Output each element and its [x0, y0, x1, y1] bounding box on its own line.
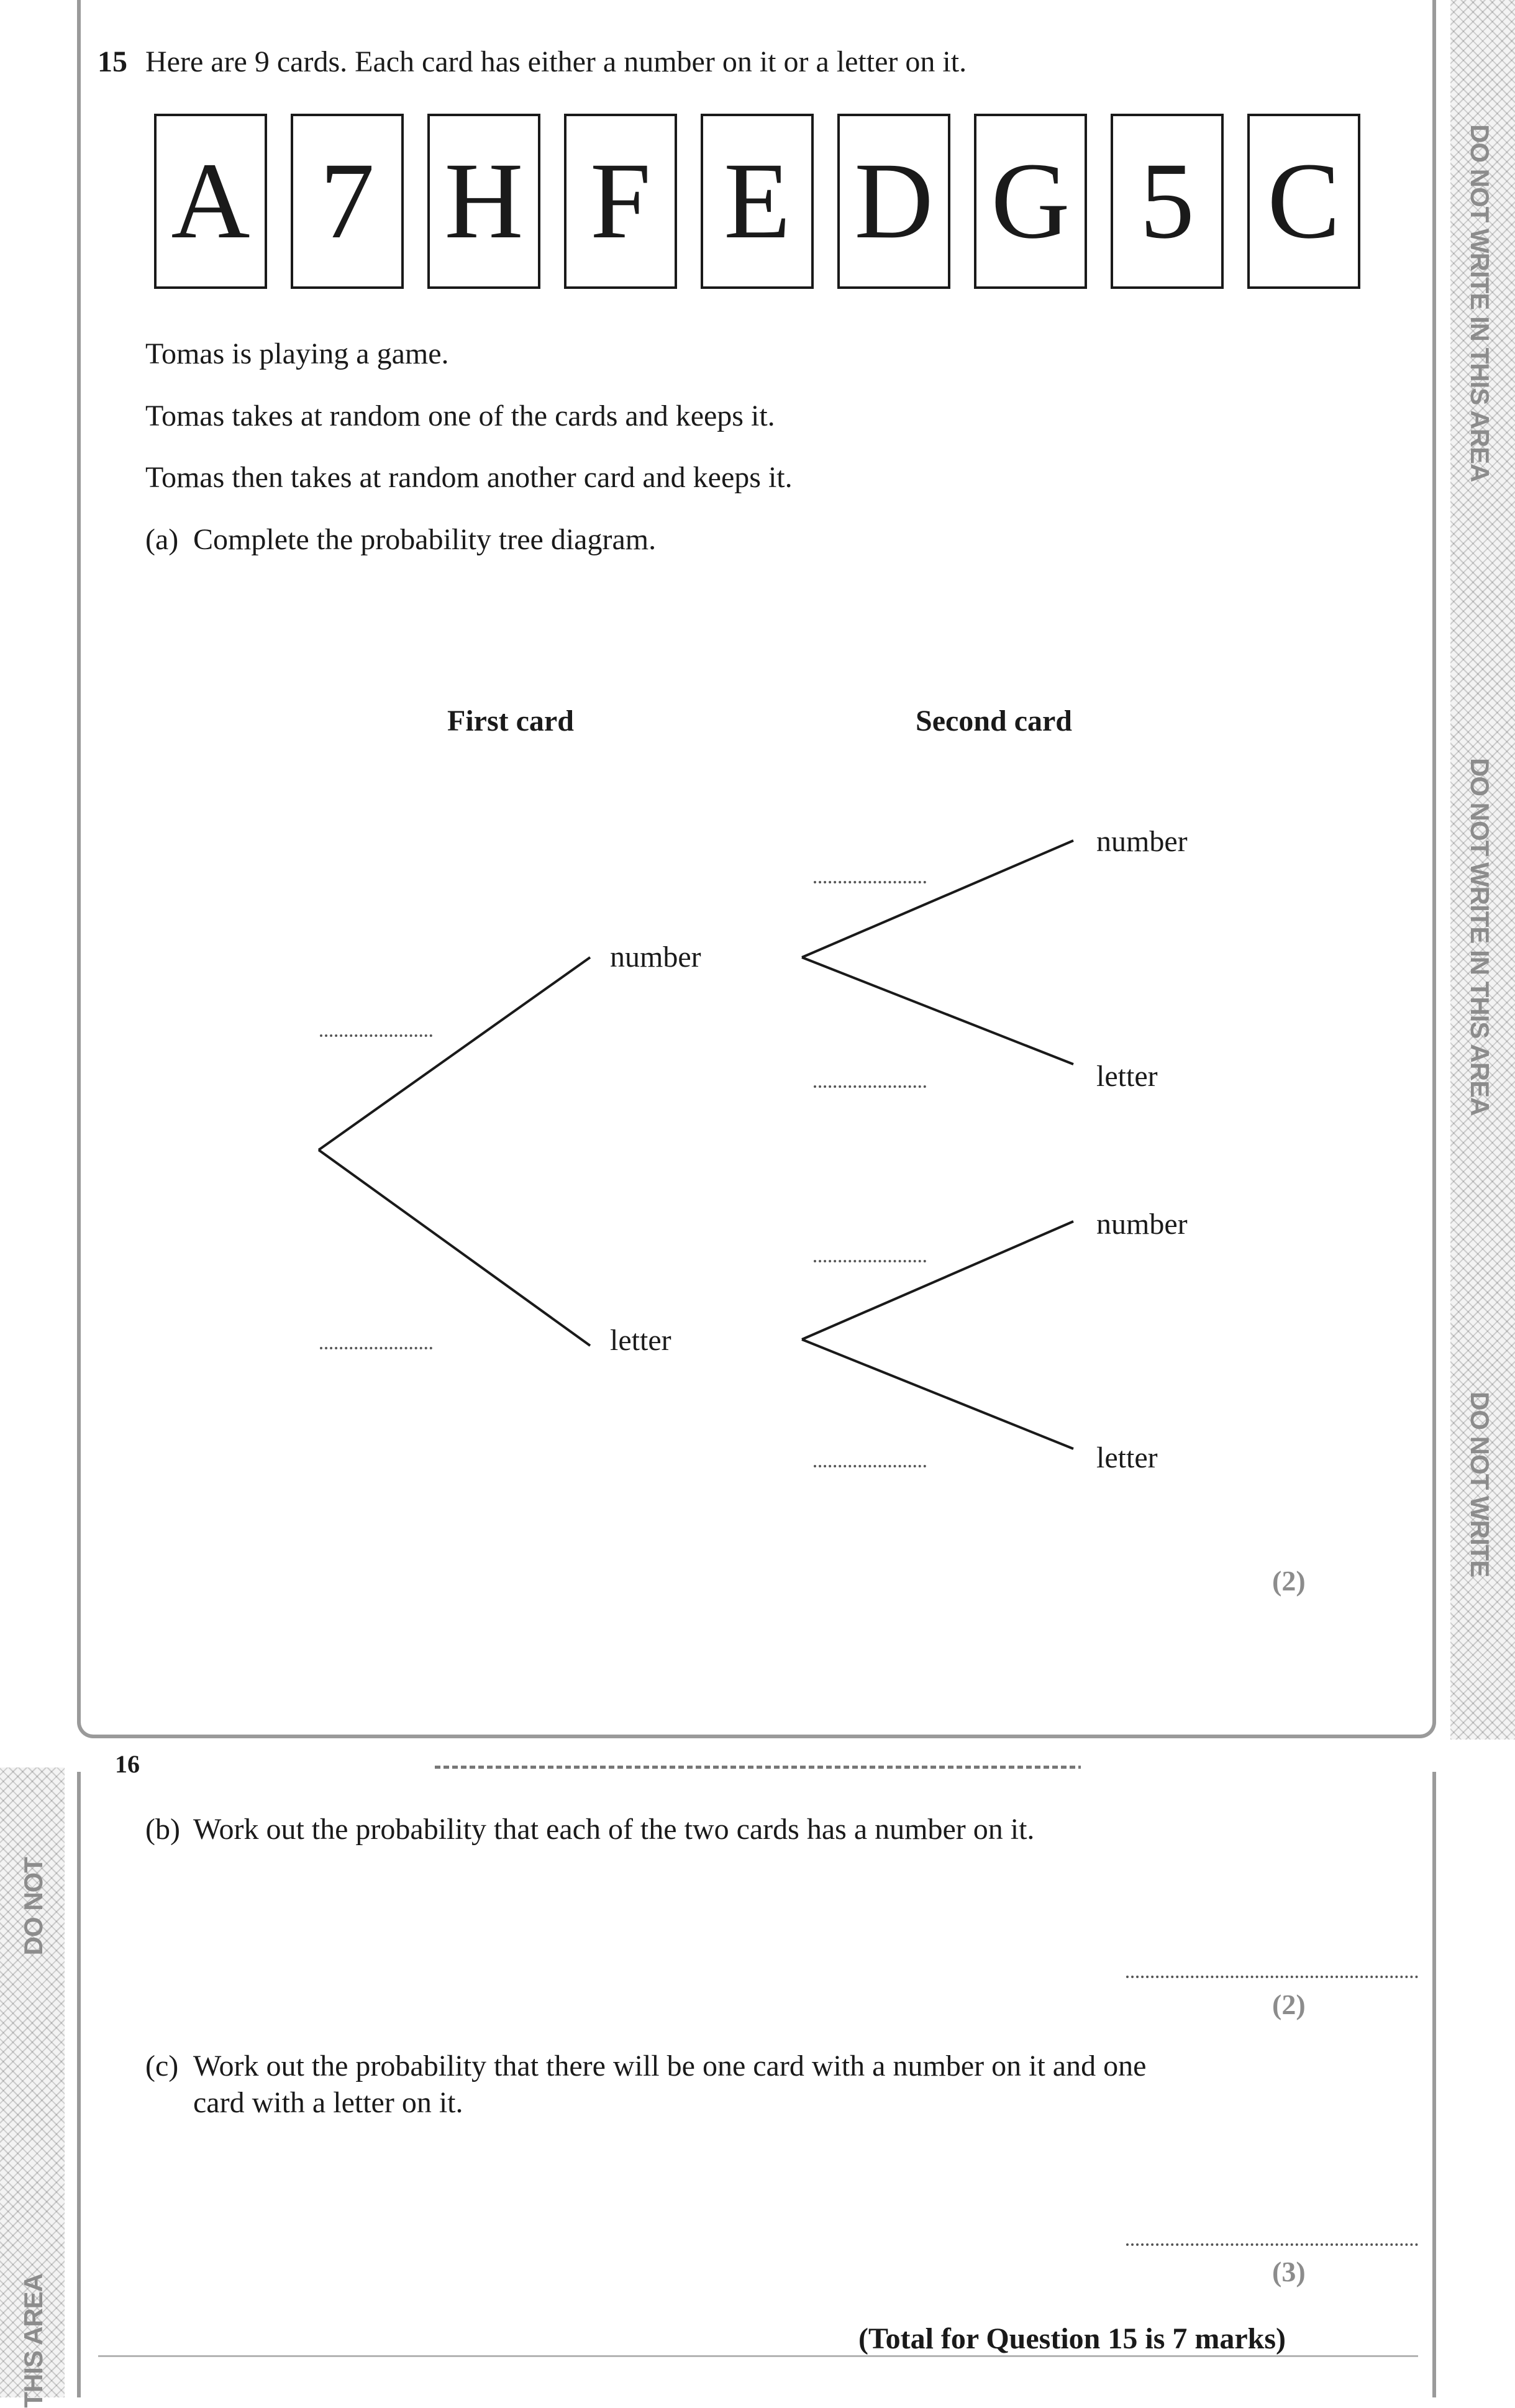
branch-first-number — [319, 957, 590, 1150]
part-c-label: (c) — [145, 2050, 179, 2082]
margin-warning-left-2: THIS AREA — [19, 2274, 48, 2408]
card-7: G — [974, 114, 1087, 289]
part-a-text: Complete the probability tree diagram. — [193, 523, 657, 556]
blank-prob-number-number[interactable] — [814, 881, 926, 883]
branch-letter-number — [802, 1221, 1073, 1339]
card-1: A — [154, 114, 267, 289]
card-9: C — [1247, 114, 1360, 289]
first-outcome-letter: letter — [610, 1324, 671, 1357]
second-outcome-letter-after-number: letter — [1096, 1060, 1158, 1093]
blank-prob-letter-letter[interactable] — [814, 1465, 926, 1467]
second-outcome-number-after-letter: number — [1096, 1208, 1188, 1241]
margin-warning-right-2: DO NOT WRITE IN THIS AREA — [1465, 758, 1495, 1116]
card-8: 5 — [1111, 114, 1224, 289]
margin-warning-right-3: DO NOT WRITE — [1465, 1392, 1495, 1577]
part-c-text-line-1: Work out the probability that there will be one card with a number on it and one — [193, 2050, 1147, 2082]
blank-prob-number-letter[interactable] — [814, 1085, 926, 1088]
margin-warning-right-1: DO NOT WRITE IN THIS AREA — [1465, 124, 1495, 482]
part-b-label: (b) — [145, 1813, 180, 1846]
part-b-marks: (2) — [1272, 1989, 1306, 2020]
part-a-marks: (2) — [1272, 1565, 1306, 1597]
bottom-rule — [98, 2355, 1418, 2357]
blank-prob-first-letter[interactable] — [320, 1347, 432, 1349]
part-b-answer-line[interactable] — [1126, 1976, 1418, 1978]
part-c-marks: (3) — [1272, 2256, 1306, 2287]
part-b-text: Work out the probability that each of the two cards has a number on it. — [193, 1813, 1035, 1846]
tree-heading-first-card: First card — [447, 705, 574, 737]
part-a-label: (a) — [145, 523, 179, 556]
branch-first-letter — [319, 1150, 590, 1346]
second-outcome-number-after-number: number — [1096, 825, 1188, 858]
card-2: 7 — [291, 114, 404, 289]
story-line-1: Tomas is playing a game. — [145, 337, 449, 370]
page-number: 16 — [115, 1750, 140, 1778]
story-line-3: Tomas then takes at random another card and keeps it. — [145, 461, 793, 494]
card-4: F — [564, 114, 677, 289]
card-6: D — [837, 114, 950, 289]
branch-number-number — [802, 841, 1073, 957]
question-intro: Here are 9 cards. Each card has either a number on it or a letter on it. — [145, 45, 967, 78]
part-c-text-line-2: card with a letter on it. — [193, 2086, 463, 2119]
blank-prob-first-number[interactable] — [320, 1034, 432, 1037]
blank-prob-letter-number[interactable] — [814, 1260, 926, 1262]
card-5: E — [701, 114, 814, 289]
question-number: 15 — [98, 45, 127, 78]
question-total-marks: (Total for Question 15 is 7 marks) — [858, 2322, 1286, 2355]
card-3: H — [427, 114, 540, 289]
part-c-answer-line[interactable] — [1126, 2243, 1418, 2246]
tree-heading-second-card: Second card — [916, 705, 1072, 737]
second-outcome-letter-after-letter: letter — [1096, 1441, 1158, 1474]
margin-warning-left-1: DO NOT — [19, 1858, 48, 1956]
branch-letter-letter — [802, 1339, 1073, 1449]
first-outcome-number: number — [610, 941, 701, 974]
story-line-2: Tomas takes at random one of the cards and keeps it. — [145, 399, 775, 432]
branch-number-letter — [802, 957, 1073, 1064]
